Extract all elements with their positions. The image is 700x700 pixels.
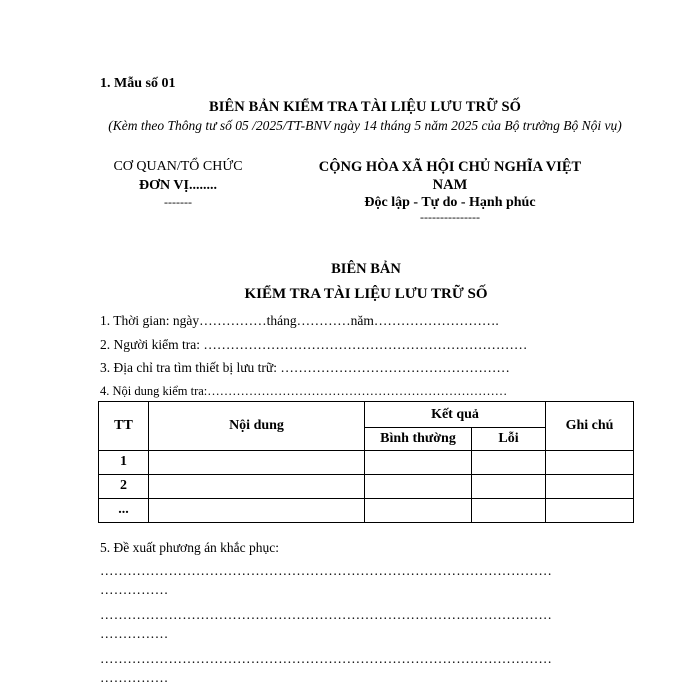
note-cell	[546, 451, 634, 475]
note-cell	[546, 499, 634, 523]
document-title: BIÊN BẢN KIỂM TRA TÀI LIỆU LƯU TRỮ SỐ	[208, 99, 522, 115]
error-cell	[472, 499, 546, 523]
dotted-line: ……………	[100, 626, 169, 641]
national-title-line2: NAM	[432, 177, 468, 193]
document-subtitle: (Kèm theo Thông tư số 05 /2025/TT-BNV ngày 14 tháng 5 năm 2025 của Bộ trưởng Bộ Nội vụ)	[108, 118, 622, 133]
normal-cell	[365, 475, 472, 499]
table-row	[99, 451, 634, 475]
organization-divider: -------	[164, 195, 192, 209]
storage-location-field: 3. Địa chỉ tra tìm thiết bị lưu trữ: ……………………………………………	[100, 360, 510, 375]
national-title-line1: CỘNG HÒA XÃ HỘI CHỦ NGHĨA VIỆT	[318, 159, 582, 175]
header-error: Lỗi	[472, 428, 546, 451]
header-normal: Bình thường	[365, 428, 472, 451]
dotted-line: ………………………………………………………………………………………	[100, 607, 553, 622]
organization-name: CƠ QUAN/TỔ CHỨC	[113, 159, 243, 174]
header-result: Kết quả	[365, 402, 546, 428]
table-row	[99, 499, 634, 523]
row-number: 2	[99, 475, 149, 499]
national-motto: Độc lập - Tự do - Hạnh phúc	[364, 195, 536, 210]
inspection-table	[98, 401, 634, 523]
main-subtitle: KIỂM TRA TÀI LIỆU LƯU TRỮ SỐ	[244, 286, 488, 302]
error-cell	[472, 475, 546, 499]
main-title: BIÊN BẢN	[331, 261, 401, 277]
organization-unit: ĐƠN VỊ........	[139, 178, 217, 193]
row-number: 1	[99, 451, 149, 475]
content-cell	[149, 475, 365, 499]
inspector-field: 2. Người kiểm tra: ………………………………………………………………	[100, 337, 528, 352]
error-cell	[472, 451, 546, 475]
note-cell	[546, 475, 634, 499]
inspection-content-field: 4. Nội dung kiểm tra:………………………………………………………………	[100, 384, 508, 398]
dotted-line: ……………	[100, 670, 169, 685]
time-field: 1. Thời gian: ngày……………tháng…………năm……………………….	[100, 313, 499, 328]
header-content: Nội dung	[149, 402, 365, 451]
dotted-line: ……………	[100, 582, 169, 597]
header-note: Ghi chú	[546, 402, 634, 451]
normal-cell	[365, 499, 472, 523]
content-cell	[149, 499, 365, 523]
row-number: ...	[99, 499, 149, 523]
dotted-line: ………………………………………………………………………………………	[100, 563, 553, 578]
national-divider: ---------------	[420, 210, 480, 224]
content-cell	[149, 451, 365, 475]
header-tt: TT	[99, 402, 149, 451]
form-number: 1. Mẫu số 01	[100, 76, 176, 91]
table-row	[99, 475, 634, 499]
dotted-line: ………………………………………………………………………………………	[100, 651, 553, 666]
normal-cell	[365, 451, 472, 475]
proposal-label: 5. Đề xuất phương án khắc phục:	[100, 540, 280, 555]
